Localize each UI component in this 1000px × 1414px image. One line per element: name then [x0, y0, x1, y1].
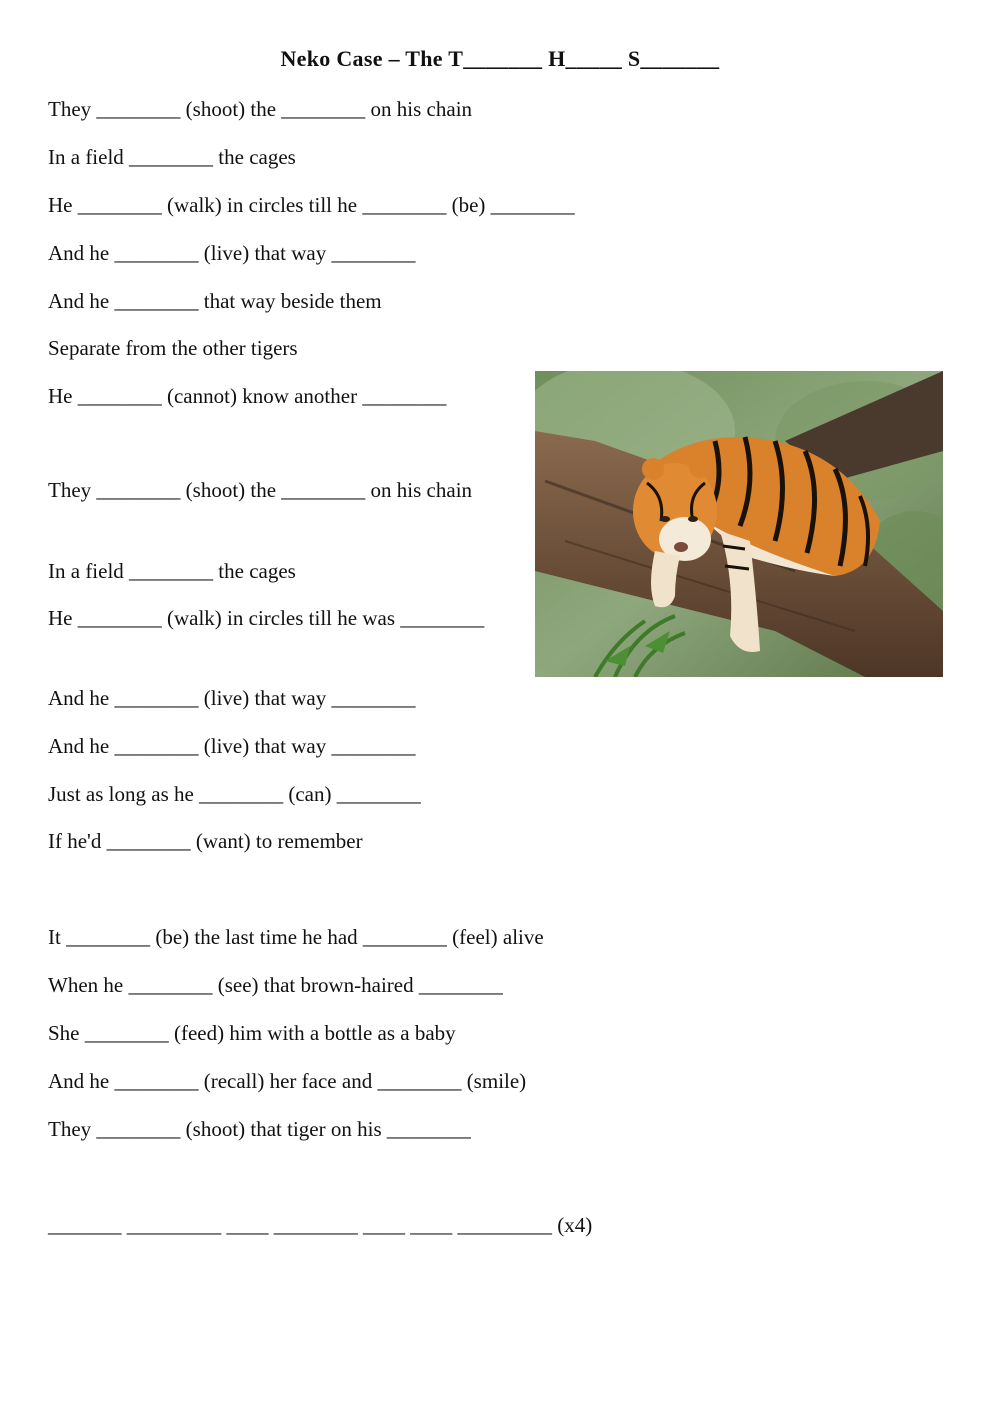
- lyric-line: And he ________ that way beside them: [48, 289, 382, 313]
- lyric-line: And he ________ (recall) her face and ________ (smile): [48, 1069, 527, 1093]
- lyric-line: They ________ (shoot) that tiger on his ________: [48, 1117, 471, 1141]
- lyric-line: They ________ (shoot) the ________ on his chain: [48, 97, 473, 121]
- lyric-line: In a field ________ the cages: [48, 559, 296, 583]
- lyric-line: He ________ (walk) in circles till he ________ (be) ________: [48, 193, 575, 217]
- worksheet-title: Neko Case – The T_______ H_____ S_______: [280, 46, 720, 71]
- lyric-line: He ________ (walk) in circles till he was ________: [48, 606, 485, 630]
- lyric-line: If he'd ________ (want) to remember: [48, 829, 363, 853]
- chorus-blank-line: _______ _________ ____ ________ ____ ____ _________ (x4): [48, 1213, 593, 1237]
- lyric-line: Separate from the other tigers: [48, 336, 298, 360]
- lyric-line: Just as long as he ________ (can) ________: [48, 782, 421, 806]
- lyric-line: She ________ (feed) him with a bottle as a baby: [48, 1021, 456, 1045]
- lyric-line: It ________ (be) the last time he had ________ (feel) alive: [48, 925, 544, 949]
- lyric-line: And he ________ (live) that way ________: [48, 241, 416, 265]
- lyric-line: When he ________ (see) that brown-haired ________: [48, 973, 503, 997]
- tiger-photo: [535, 371, 943, 677]
- lyric-line: And he ________ (live) that way ________: [48, 734, 416, 758]
- lyric-line: In a field ________ the cages: [48, 145, 296, 169]
- lyric-line: And he ________ (live) that way ________: [48, 686, 416, 710]
- lyric-line: They ________ (shoot) the ________ on his chain: [48, 478, 473, 502]
- lyric-line: He ________ (cannot) know another ________: [48, 384, 447, 408]
